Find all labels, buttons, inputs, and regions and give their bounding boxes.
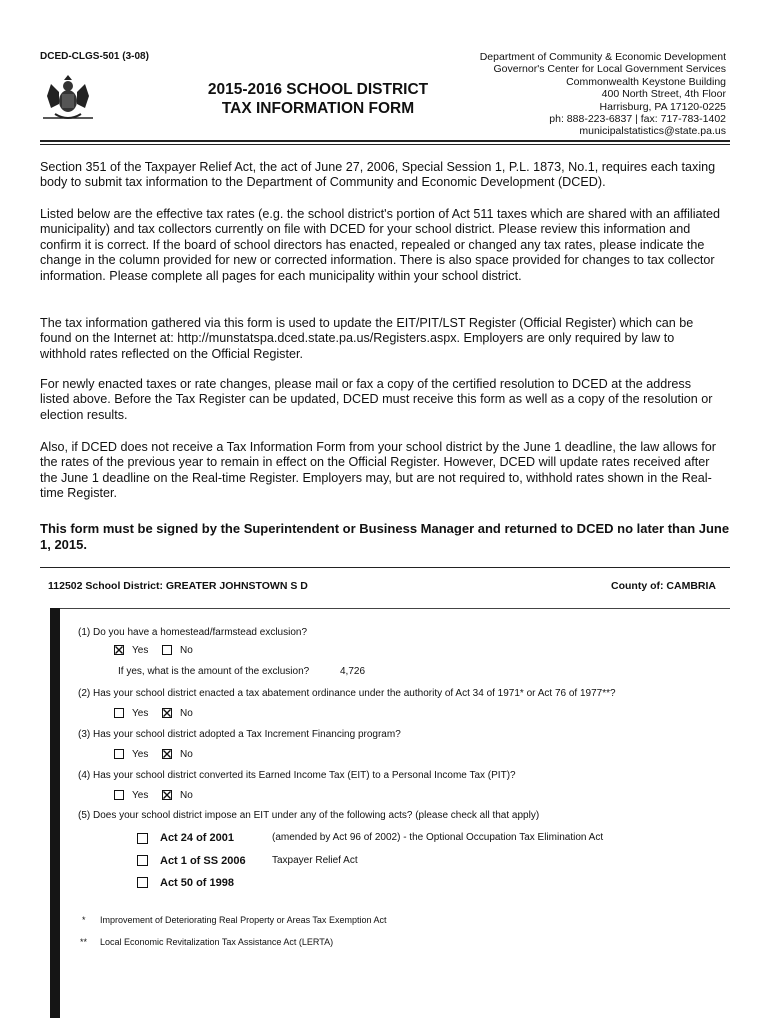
header-divider bbox=[40, 140, 730, 145]
resolution-paragraph: For newly enacted taxes or rate changes, please mail or fax a copy of the certified resolution to DCED at the address listed above. Before the Tax Register can be updated, DCED must receive this form as well as a copy of the resolution or election results. bbox=[40, 377, 713, 422]
dept-line: 400 North Street, 4th Floor bbox=[601, 88, 726, 101]
q4-no-label: No bbox=[180, 790, 193, 801]
act-1-label: Act 1 of SS 2006 bbox=[160, 855, 246, 867]
question-3: (3) Has your school district adopted a Tax Increment Financing program? bbox=[78, 729, 401, 740]
act-24-checkbox[interactable] bbox=[137, 833, 148, 844]
q4-yes-checkbox[interactable] bbox=[114, 790, 124, 800]
footnote-2: Local Economic Revitalization Tax Assistance Act (LERTA) bbox=[100, 937, 334, 947]
q1-yes-label: Yes bbox=[132, 645, 149, 656]
question-2: (2) Has your school district enacted a tax abatement ordinance under the authority of Act 34 of 1971* or Act 76 of 1977**? bbox=[78, 688, 616, 699]
signature-notice: This form must be signed by the Superintendent or Business Manager and returned to DCED no later than June 1, 2015. bbox=[40, 521, 730, 552]
act-50-checkbox[interactable] bbox=[137, 877, 148, 888]
q3-yes-checkbox[interactable] bbox=[114, 749, 124, 759]
q1-followup: If yes, what is the amount of the exclusion? bbox=[118, 666, 310, 677]
dept-line: Commonwealth Keystone Building bbox=[566, 75, 726, 88]
checkmark-x-icon bbox=[115, 646, 123, 654]
pennsylvania-seal-icon bbox=[37, 74, 99, 124]
section-divider bbox=[40, 567, 730, 568]
checkmark-x-icon bbox=[163, 750, 171, 758]
q3-no-checkbox[interactable] bbox=[162, 749, 172, 759]
register-paragraph: The tax information gathered via this form is used to update the EIT/PIT/LST Register (Official Register) which can be found on the Internet at: http://munstatspa.dced.state.pa.us/Registers.aspx. Employers are only required by law to withhold rates reflected on the Official Register. bbox=[40, 316, 694, 361]
county-label: County of: CAMBRIA bbox=[611, 580, 716, 592]
q4-no-checkbox[interactable] bbox=[162, 790, 172, 800]
q2-yes-checkbox[interactable] bbox=[114, 708, 124, 718]
act-50-label: Act 50 of 1998 bbox=[160, 877, 234, 889]
school-district-label: 112502 School District: GREATER JOHNSTOWN S D bbox=[48, 580, 308, 592]
intro-paragraph: Section 351 of the Taxpayer Relief Act, the act of June 27, 2006, Special Session 1, P.L. 1873, No.1, requires each taxing body to submit tax information to the Department of Community and Economic Development (DCED). bbox=[40, 160, 716, 190]
question-4: (4) Has your school district converted its Earned Income Tax (EIT) to a Personal Income Tax (PIT)? bbox=[78, 770, 516, 781]
footnote-1: Improvement of Deteriorating Real Property or Areas Tax Exemption Act bbox=[100, 915, 387, 925]
q1-no-label: No bbox=[180, 645, 193, 656]
q2-no-label: No bbox=[180, 708, 193, 719]
question-5: (5) Does your school district impose an EIT under any of the following acts? (please check all that apply) bbox=[78, 810, 540, 821]
act-1-description: Taxpayer Relief Act bbox=[272, 855, 358, 866]
dept-line: Governor's Center for Local Government Services bbox=[493, 63, 726, 76]
department-address bbox=[480, 51, 726, 138]
form-title bbox=[168, 80, 468, 118]
q1-no-checkbox[interactable] bbox=[162, 645, 172, 655]
dept-line: ph: 888-223-6837 | fax: 717-783-1402 bbox=[549, 113, 726, 126]
q4-yes-label: Yes bbox=[132, 790, 149, 801]
dept-line: Harrisburg, PA 17120-0225 bbox=[599, 100, 726, 113]
footnote-mark: * bbox=[82, 915, 86, 925]
q3-yes-label: Yes bbox=[132, 749, 149, 760]
q3-no-label: No bbox=[180, 749, 193, 760]
dept-line: Department of Community & Economic Development bbox=[479, 51, 726, 63]
deadline-paragraph: Also, if DCED does not receive a Tax Information Form from your school district by the June 1 deadline, the law allows for the rates of the previous year to remain in effect on the Official Register. However, DCED will update rates received after the June 1 deadline on the Real-time Register. Employers may, but are not required to, withhold rates shown in the Real-time Register. bbox=[40, 440, 716, 501]
footnote-mark: ** bbox=[80, 937, 88, 947]
q2-yes-label: Yes bbox=[132, 708, 149, 719]
q2-no-checkbox[interactable] bbox=[162, 708, 172, 718]
title-line-2: TAX INFORMATION FORM bbox=[221, 100, 415, 117]
question-1: (1) Do you have a homestead/farmstead exclusion? bbox=[78, 627, 308, 638]
q1-yes-checkbox[interactable] bbox=[114, 645, 124, 655]
dept-email: municipalstatistics@state.pa.us bbox=[579, 125, 726, 138]
act-24-label: Act 24 of 2001 bbox=[160, 832, 234, 844]
panel-side-bar bbox=[50, 608, 60, 1018]
title-line-1: 2015-2016 SCHOOL DISTRICT bbox=[207, 81, 429, 98]
checkmark-x-icon bbox=[163, 709, 171, 717]
checkmark-x-icon bbox=[163, 791, 171, 799]
rates-paragraph: Listed below are the effective tax rates (e.g. the school district's portion of Act 511 taxes which are shared with an affiliated municipality) and tax collectors currently on file with DCED for your school district. Please review this information and confirm it is correct. If the board of school directors has enacted, repealed or changed any tax rates, please indicate the change in the column provided for new or corrected information. There is also space provided for changes to tax collector information. Please complete all pages for each municipality within your school district. bbox=[40, 207, 721, 283]
form-number: DCED-CLGS-501 (3-08) bbox=[40, 51, 149, 62]
act-24-description: (amended by Act 96 of 2002) - the Optional Occupation Tax Elimination Act bbox=[272, 832, 604, 843]
exclusion-amount: 4,726 bbox=[340, 666, 366, 677]
act-1-checkbox[interactable] bbox=[137, 855, 148, 866]
